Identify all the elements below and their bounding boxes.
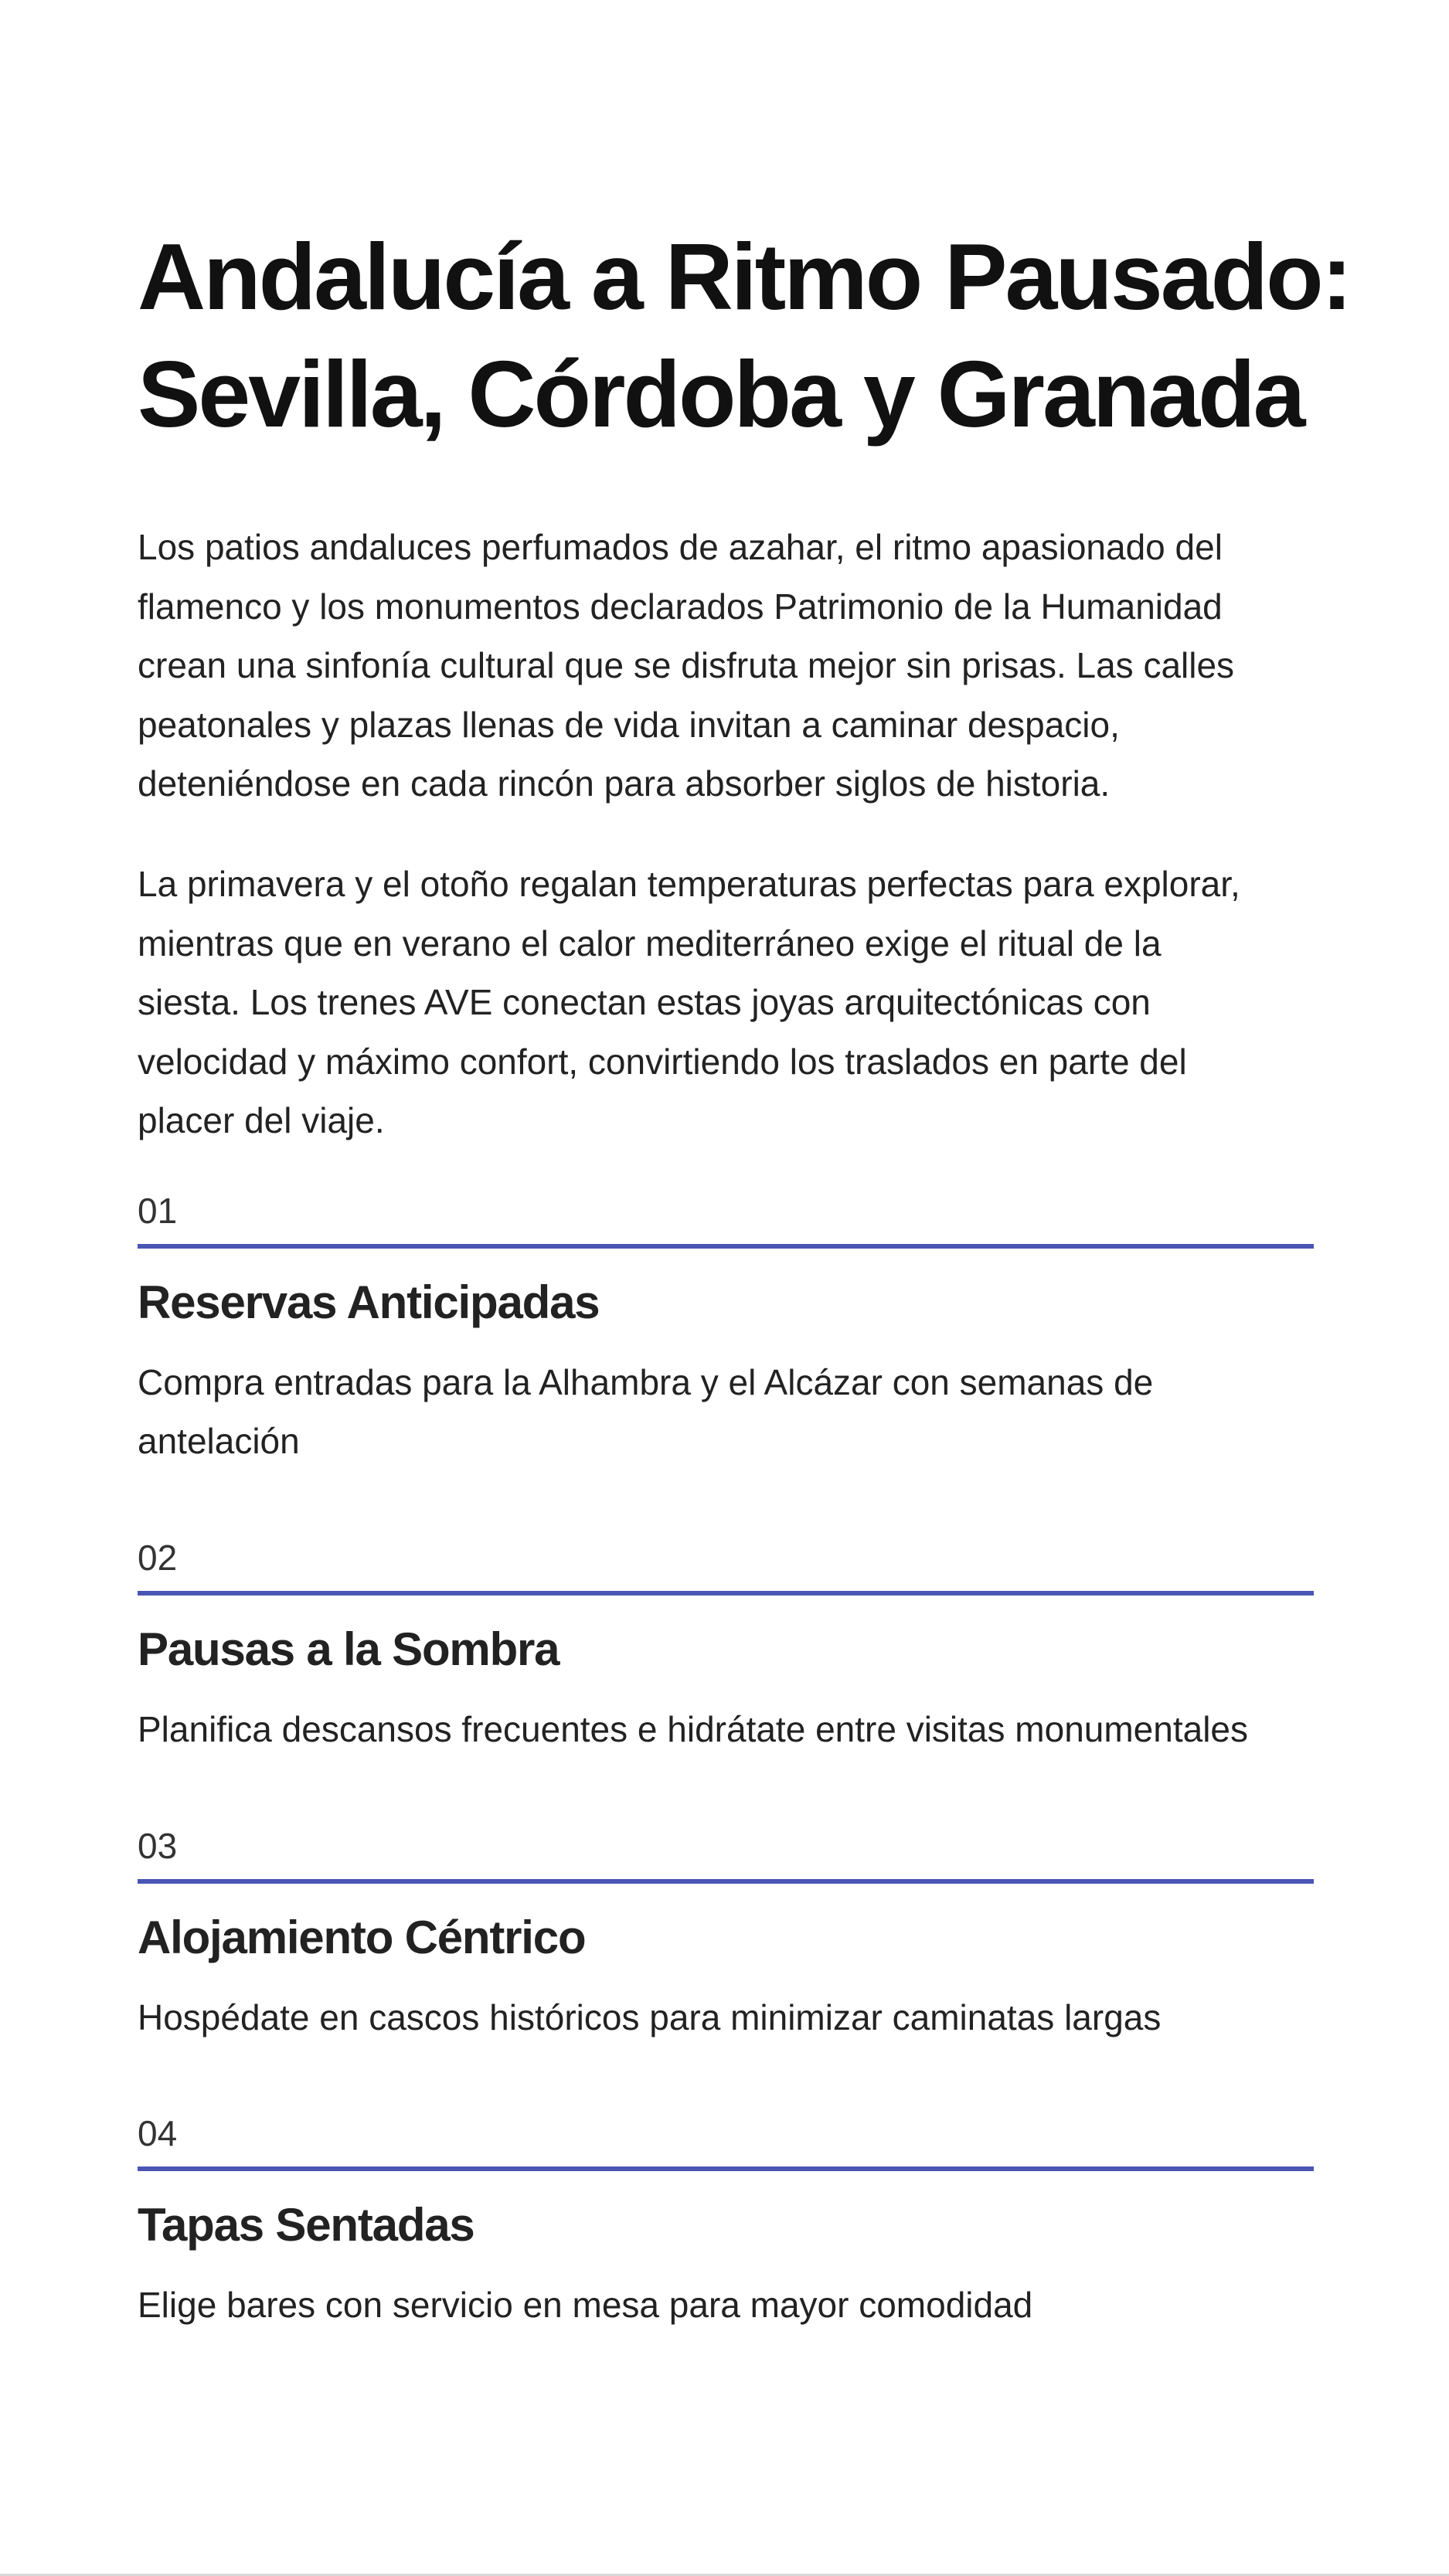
tip-number: 02: [138, 1538, 178, 1578]
tip-title: Tapas Sentadas: [138, 2199, 474, 2251]
paragraph-line: velocidad y máximo confort, convirtiendo los traslados en parte del: [138, 1041, 1187, 1082]
tip-divider: [138, 1244, 1314, 1249]
tip-number: 04: [138, 2113, 178, 2153]
intro-paragraph: [138, 518, 1343, 814]
tip-description: [138, 1988, 1343, 2047]
climate-paragraph: [138, 855, 1343, 1150]
tip-title: Pausas a la Sombra: [138, 1623, 560, 1675]
paragraph-line: mientras que en verano el calor mediterráneo exige el ritual de la: [138, 923, 1162, 963]
tip-divider: [138, 1879, 1314, 1884]
tip-description-line: Hospédate en cascos históricos para minimizar caminatas largas: [138, 1997, 1162, 2037]
tip-title: Alojamiento Céntrico: [138, 1912, 586, 1963]
tip-title: Reservas Anticipadas: [138, 1276, 600, 1328]
title-line: Sevilla, Córdoba y Granada: [138, 342, 1304, 447]
paragraph-line: Los patios andaluces perfumados de azahar, el ritmo apasionado del: [138, 527, 1223, 567]
tip-divider: [138, 1591, 1314, 1596]
paragraph-line: placer del viaje.: [138, 1100, 385, 1140]
paragraph-line: flamenco y los monumentos declarados Patrimonio de la Humanidad: [138, 586, 1223, 627]
tip-divider: [138, 2166, 1314, 2171]
tip-description-line: Elige bares con servicio en mesa para mayor comodidad: [138, 2285, 1033, 2325]
tip-description: [138, 2275, 1343, 2334]
tip-description: [138, 1700, 1343, 1759]
tip-number: 01: [138, 1191, 178, 1231]
tip-description-line: antelación: [138, 1421, 300, 1461]
page-title: [138, 218, 1374, 453]
paragraph-line: peatonales y plazas llenas de vida invitan a caminar despacio,: [138, 704, 1120, 745]
tip-description: [138, 1353, 1343, 1470]
title-line: Andalucía a Ritmo Pausado:: [138, 224, 1351, 329]
paragraph-line: La primavera y el otoño regalan temperaturas perfectas para explorar,: [138, 864, 1240, 904]
paragraph-line: siesta. Los trenes AVE conectan estas joyas arquitectónicas con: [138, 982, 1151, 1022]
tip-number: 03: [138, 1826, 178, 1866]
paragraph-line: deteniéndose en cada rincón para absorber siglos de historia.: [138, 763, 1111, 804]
paragraph-line: crean una sinfonía cultural que se disfruta mejor sin prisas. Las calles: [138, 645, 1235, 685]
tip-description-line: Planifica descansos frecuentes e hidrátate entre visitas monumentales: [138, 1709, 1249, 1749]
tip-description-line: Compra entradas para la Alhambra y el Alcázar con semanas de: [138, 1362, 1154, 1402]
